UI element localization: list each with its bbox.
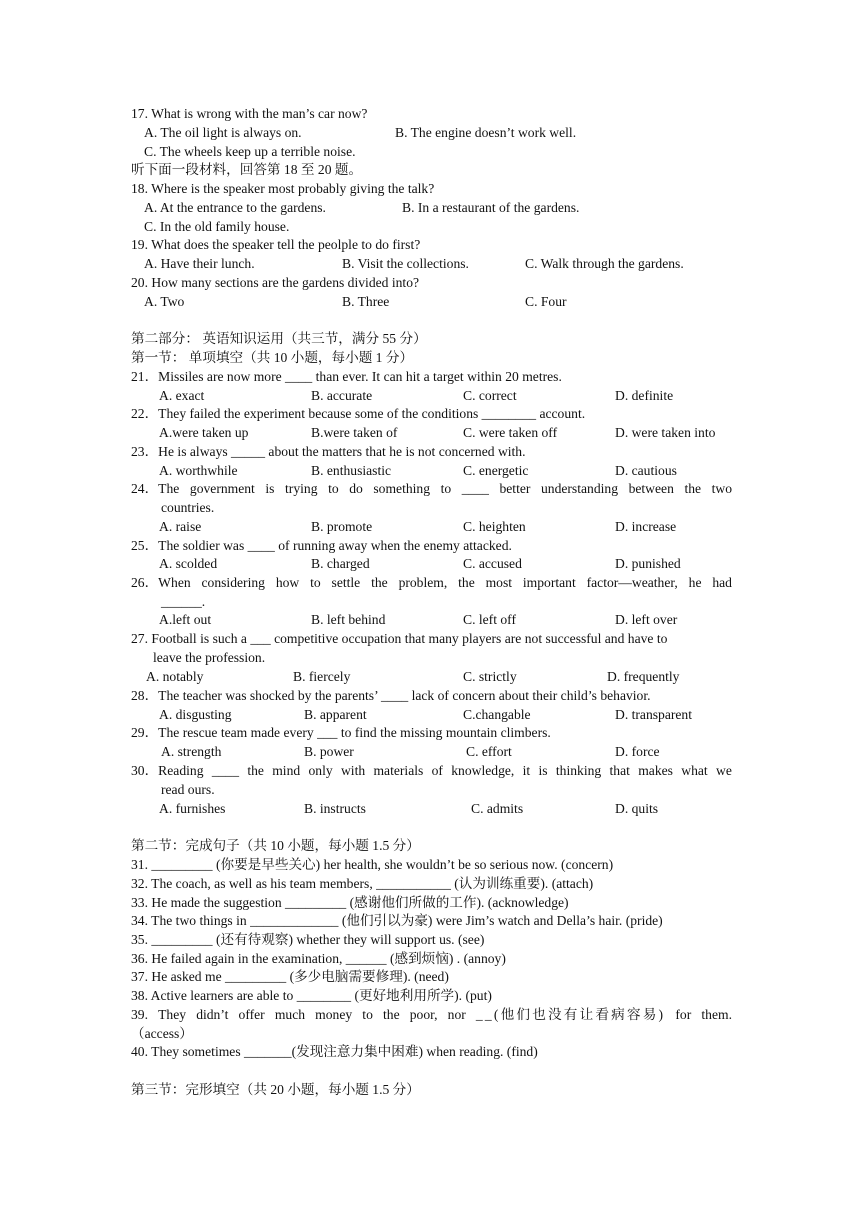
q24-word: the bbox=[684, 481, 702, 496]
q39-word: __(他们也没有让看病容易) bbox=[475, 1007, 666, 1022]
q18-option-c: C. In the old family house. bbox=[144, 219, 290, 234]
q26-option-c: C. left off bbox=[463, 612, 516, 627]
q27-option-a: A. notably bbox=[146, 669, 204, 684]
q30-word: knowledge, bbox=[451, 763, 515, 778]
q39-word: for bbox=[675, 1007, 692, 1022]
q20-option-a: A. Two bbox=[144, 294, 185, 309]
q30-word: with bbox=[340, 763, 366, 778]
q26-word: the bbox=[458, 575, 475, 590]
q26-option-a: A.left out bbox=[159, 612, 212, 627]
q30-word: only bbox=[308, 763, 333, 778]
q24-word: government bbox=[189, 481, 255, 496]
q32-sentence: 32. The coach, as well as his team members, ___________ (认为训练重要). (attach) bbox=[131, 876, 594, 891]
q39-word: 39. bbox=[131, 1007, 148, 1022]
q20-option-b: B. Three bbox=[342, 294, 390, 309]
q30-word: of bbox=[431, 763, 443, 778]
q39-word: money bbox=[315, 1007, 353, 1022]
q27-stem: 27. Football is such a ___ competitive occupation that many players are not successful and have to bbox=[131, 631, 668, 646]
q22-option-d: D. were taken into bbox=[615, 425, 716, 440]
q24-word: 24．The bbox=[131, 481, 180, 496]
q24-word: better bbox=[499, 481, 531, 496]
q24-option-c: C. heighten bbox=[463, 519, 526, 534]
q38-sentence: 38. Active learners are able to ________ (更好地利用所学). (put) bbox=[131, 988, 492, 1003]
q30-word: 30．Reading bbox=[131, 763, 204, 778]
q33-sentence: 33. He made the suggestion _________ (感谢他们所做的工作). (acknowledge) bbox=[131, 895, 569, 910]
q20-stem: 20. How many sections are the gardens divided into? bbox=[131, 275, 420, 290]
q30-word: ____ bbox=[211, 763, 239, 778]
q29-stem: 29．The rescue team made every ___ to find the missing mountain climbers. bbox=[131, 725, 551, 740]
q30-word: it bbox=[522, 763, 531, 778]
q30-word: the bbox=[247, 763, 264, 778]
q24-word: two bbox=[711, 481, 732, 496]
q21-option-c: C. correct bbox=[463, 388, 517, 403]
q40-sentence: 40. They sometimes _______(发现注意力集中困难) when reading. (find) bbox=[131, 1044, 538, 1059]
q26-word: he bbox=[688, 575, 702, 590]
q39-word: the bbox=[383, 1007, 400, 1022]
q24-stem bbox=[131, 480, 732, 498]
q39-word: them. bbox=[701, 1007, 732, 1022]
q26-word: most bbox=[485, 575, 513, 590]
q30-stem-continuation: read ours. bbox=[161, 782, 215, 797]
q17-option-c: C. The wheels keep up a terrible noise. bbox=[144, 144, 356, 159]
q30-option-a: A. furnishes bbox=[159, 801, 226, 816]
q26-stem bbox=[131, 574, 732, 592]
q39-word: offer bbox=[238, 1007, 265, 1022]
q27-stem-continuation: leave the profession. bbox=[153, 650, 266, 665]
q24-word: understanding bbox=[540, 481, 619, 496]
q25-option-b: B. charged bbox=[311, 556, 370, 571]
q30-word: is bbox=[538, 763, 548, 778]
q19-option-c: C. Walk through the gardens. bbox=[525, 256, 684, 271]
q22-option-c: C. were taken off bbox=[463, 425, 558, 440]
q30-word: materials bbox=[373, 763, 424, 778]
q25-option-a: A. scolded bbox=[159, 556, 218, 571]
q39-word: to bbox=[362, 1007, 373, 1022]
q28-option-c: C.changable bbox=[463, 707, 531, 722]
q30-word: that bbox=[609, 763, 630, 778]
q26-word: important bbox=[522, 575, 576, 590]
q25-option-c: C. accused bbox=[463, 556, 522, 571]
q21-stem: 21．Missiles are now more ____ than ever. It can hit a target within 20 metres. bbox=[131, 369, 562, 384]
part2-heading: 第二部分： 英语知识运用（共三节，满分 55 分） bbox=[131, 331, 427, 346]
q26-word: settle bbox=[331, 575, 361, 590]
q22-option-b: B.were taken of bbox=[311, 425, 398, 440]
q20-option-c: C. Four bbox=[525, 294, 567, 309]
q24-word: do bbox=[349, 481, 363, 496]
q29-option-a: A. strength bbox=[161, 744, 222, 759]
q22-option-a: A.were taken up bbox=[159, 425, 249, 440]
listening-instruction: 听下面一段材料，回答第 18 至 20 题。 bbox=[131, 162, 363, 177]
q24-option-d: D. increase bbox=[615, 519, 677, 534]
q30-word: mind bbox=[272, 763, 301, 778]
q26-word: factor—weather, bbox=[586, 575, 678, 590]
q30-word: we bbox=[716, 763, 732, 778]
q24-word: between bbox=[628, 481, 674, 496]
q19-stem: 19. What does the speaker tell the peolple to do first? bbox=[131, 237, 421, 252]
q25-stem: 25．The soldier was ____ of running away when the enemy attacked. bbox=[131, 538, 512, 553]
q17-option-b: B. The engine doesn’t work well. bbox=[395, 125, 577, 140]
q24-word: is bbox=[265, 481, 275, 496]
q26-option-b: B. left behind bbox=[311, 612, 386, 627]
q26-word: 26．When bbox=[131, 575, 191, 590]
q26-word: problem, bbox=[398, 575, 448, 590]
q23-option-c: C. energetic bbox=[463, 463, 529, 478]
q23-option-a: A. worthwhile bbox=[159, 463, 238, 478]
q23-stem: 23．He is always _____ about the matters that he is not concerned with. bbox=[131, 444, 526, 459]
q26-word: had bbox=[712, 575, 732, 590]
q30-option-b: B. instructs bbox=[304, 801, 366, 816]
q24-word: something bbox=[373, 481, 431, 496]
q39-word: They bbox=[158, 1007, 187, 1022]
q18-option-b: B. In a restaurant of the gardens. bbox=[402, 200, 580, 215]
q24-word: to bbox=[440, 481, 452, 496]
q19-option-a: A. Have their lunch. bbox=[144, 256, 255, 271]
q24-word: to bbox=[328, 481, 339, 496]
q30-word: thinking bbox=[555, 763, 602, 778]
q26-word: how bbox=[275, 575, 300, 590]
q27-option-b: B. fiercely bbox=[293, 669, 351, 684]
section2-heading: 第二节：完成句子（共 10 小题，每小题 1.5 分） bbox=[131, 838, 420, 853]
section1-heading: 第一节： 单项填空（共 10 小题，每小题 1 分） bbox=[131, 350, 414, 365]
q30-word: what bbox=[681, 763, 708, 778]
q39-word: much bbox=[274, 1007, 306, 1022]
q17-stem: 17. What is wrong with the man’s car now? bbox=[131, 106, 368, 121]
q35-sentence: 35. _________ (还有待观察) whether they will support us. (see) bbox=[131, 932, 485, 947]
section3-heading: 第三节：完形填空（共 20 小题，每小题 1.5 分） bbox=[131, 1082, 420, 1097]
q18-option-a: A. At the entrance to the gardens. bbox=[144, 200, 326, 215]
q37-sentence: 37. He asked me _________ (多少电脑需要修理). (need) bbox=[131, 969, 449, 984]
q34-sentence: 34. The two things in _____________ (他们引以为豪) were Jim’s watch and Della’s hair. (pride) bbox=[131, 913, 663, 928]
q24-word: ____ bbox=[461, 481, 489, 496]
q30-option-d: D. quits bbox=[615, 801, 659, 816]
q26-word: to bbox=[310, 575, 321, 590]
q19-option-b: B. Visit the collections. bbox=[342, 256, 469, 271]
q21-option-b: B. accurate bbox=[311, 388, 373, 403]
q39-word: poor, bbox=[409, 1007, 438, 1022]
q29-option-d: D. force bbox=[615, 744, 660, 759]
q18-stem: 18. Where is the speaker most probably giving the talk? bbox=[131, 181, 435, 196]
q26-word: the bbox=[371, 575, 388, 590]
q31-sentence: 31. _________ (你要是早些关心) her health, she wouldn’t be so serious now. (concern) bbox=[131, 857, 614, 872]
q39-sentence bbox=[131, 1006, 732, 1024]
q26-word: considering bbox=[201, 575, 265, 590]
q17-option-a: A. The oil light is always on. bbox=[144, 125, 302, 140]
q29-option-c: C. effort bbox=[466, 744, 512, 759]
q26-option-d: D. left over bbox=[615, 612, 678, 627]
q30-option-c: C. admits bbox=[471, 801, 524, 816]
q39-word: didn’t bbox=[196, 1007, 229, 1022]
q24-word: trying bbox=[285, 481, 318, 496]
q28-option-d: D. transparent bbox=[615, 707, 693, 722]
q28-stem: 28．The teacher was shocked by the parents’ ____ lack of concern about their child’s behavior. bbox=[131, 688, 651, 703]
q39-word: nor bbox=[447, 1007, 466, 1022]
q27-option-c: C. strictly bbox=[463, 669, 517, 684]
q23-option-d: D. cautious bbox=[615, 463, 677, 478]
q28-option-a: A. disgusting bbox=[159, 707, 232, 722]
q39-continuation: （access） bbox=[131, 1026, 193, 1041]
q30-word: makes bbox=[638, 763, 673, 778]
q30-stem bbox=[131, 762, 732, 780]
q24-option-b: B. promote bbox=[311, 519, 373, 534]
q21-option-d: D. definite bbox=[615, 388, 674, 403]
q24-stem-continuation: countries. bbox=[161, 500, 215, 515]
q24-option-a: A. raise bbox=[159, 519, 202, 534]
q28-option-b: B. apparent bbox=[304, 707, 367, 722]
q21-option-a: A. exact bbox=[159, 388, 205, 403]
q26-stem-continuation: ______. bbox=[161, 594, 206, 609]
q27-option-d: D. frequently bbox=[607, 669, 680, 684]
q36-sentence: 36. He failed again in the examination, ______ (感到烦恼) . (annoy) bbox=[131, 951, 506, 966]
q22-stem: 22．They failed the experiment because some of the conditions ________ account. bbox=[131, 406, 586, 421]
q29-option-b: B. power bbox=[304, 744, 354, 759]
q23-option-b: B. enthusiastic bbox=[311, 463, 392, 478]
q25-option-d: D. punished bbox=[615, 556, 681, 571]
